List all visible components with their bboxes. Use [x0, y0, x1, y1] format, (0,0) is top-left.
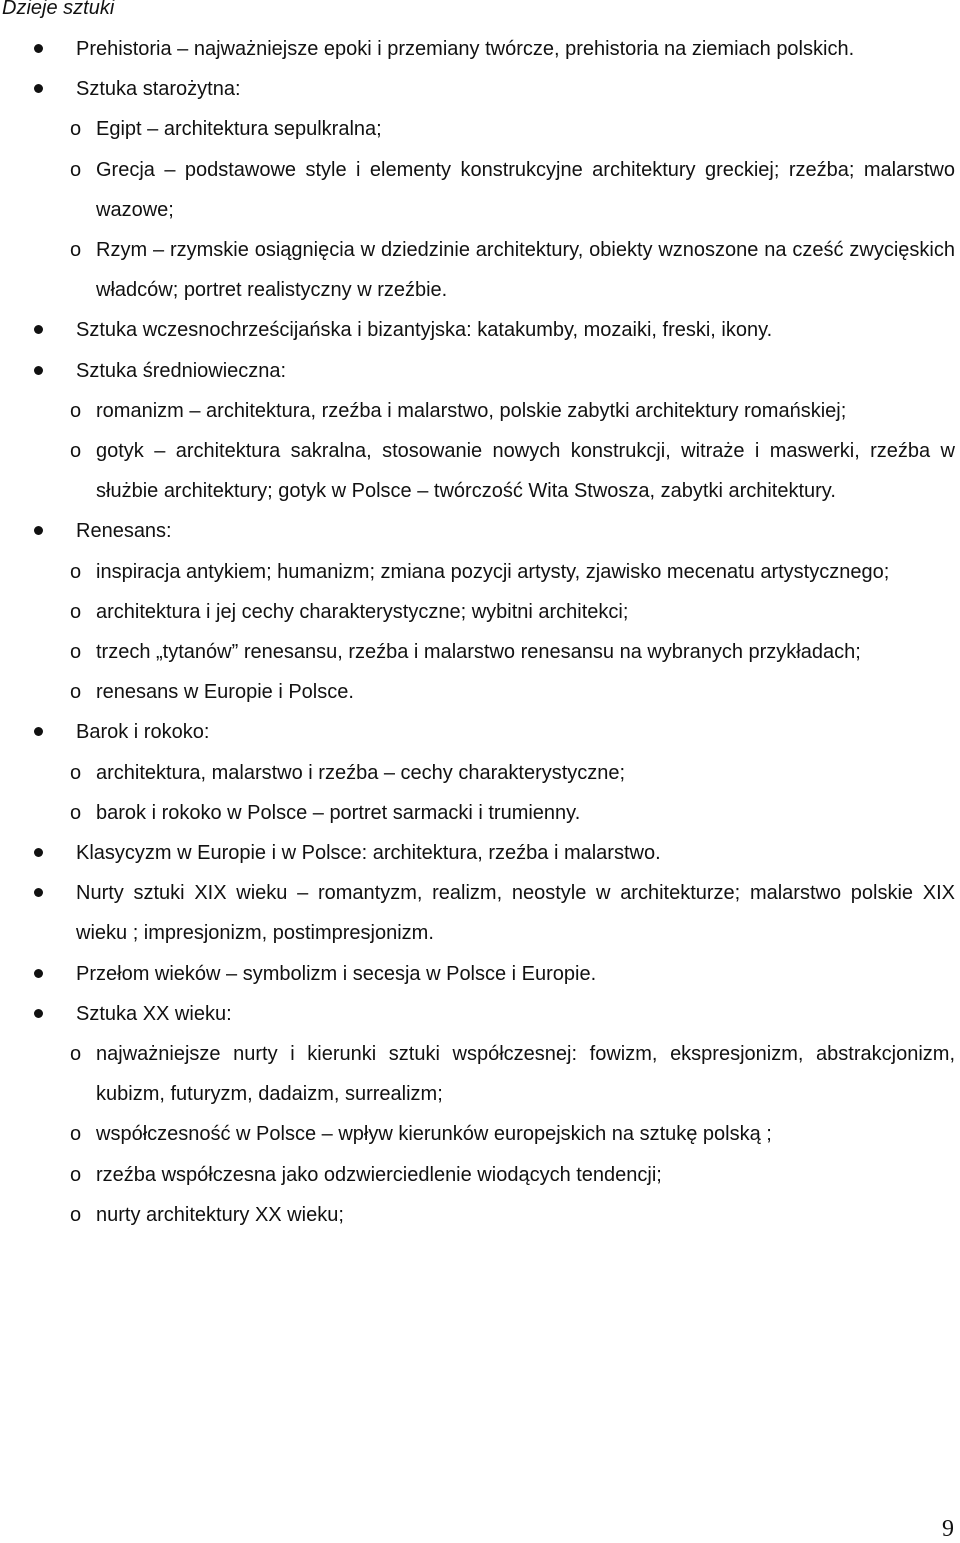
- bullet-item: Klasycyzm w Europie i w Polsce: architektura, rzeźba i malarstwo.: [0, 833, 955, 873]
- bullet-item: Sztuka wczesnochrześcijańska i bizantyjska: katakumby, mozaiki, freski, ikony.: [0, 310, 955, 350]
- bullet-item: Sztuka średniowieczna:: [0, 351, 955, 391]
- sub-item: o architektura i jej cechy charakterystyczne; wybitni architekci;: [0, 592, 955, 632]
- sub-item: o romanizm – architektura, rzeźba i malarstwo, polskie zabytki architektury romańskiej;: [0, 391, 955, 431]
- sub-item: o nurty architektury XX wieku;: [0, 1195, 955, 1235]
- sub-item: o Rzym – rzymskie osiągnięcia w dziedzinie architektury, obiekty wznoszone na cześć zwycięskich władców; portret realistyczny w rzeźbie.: [0, 230, 955, 310]
- bullet-item: Barok i rokoko:: [0, 712, 955, 752]
- document-title: Dzieje sztuki: [2, 0, 115, 19]
- sub-item: o inspiracja antykiem; humanizm; zmiana pozycji artysty, zjawisko mecenatu artystycznego;: [0, 552, 955, 592]
- sub-item: o najważniejsze nurty i kierunki sztuki współczesnej: fowizm, ekspresjonizm, abstrakcjonizm, kubizm, futuryzm, dadaizm, surrealizm;: [0, 1034, 955, 1114]
- bullet-item: Przełom wieków – symbolizm i secesja w Polsce i Europie.: [0, 954, 955, 994]
- sub-item: o Egipt – architektura sepulkralna;: [0, 109, 955, 149]
- bullet-item: Prehistoria – najważniejsze epoki i przemiany twórcze, prehistoria na ziemiach polskich.: [0, 29, 955, 69]
- bullet-item: Nurty sztuki XIX wieku – romantyzm, realizm, neostyle w architekturze; malarstwo polskie XIX wieku ; impresjonizm, postimpresjonizm.: [0, 873, 955, 953]
- sub-item: o barok i rokoko w Polsce – portret sarmacki i trumienny.: [0, 793, 955, 833]
- sub-item: o renesans w Europie i Polsce.: [0, 672, 955, 712]
- bullet-item: Sztuka starożytna:: [0, 69, 955, 109]
- sub-item: o architektura, malarstwo i rzeźba – cechy charakterystyczne;: [0, 753, 955, 793]
- sub-item: o gotyk – architektura sakralna, stosowanie nowych konstrukcji, witraże i maswerki, rzeźba w służbie architektury; gotyk w Polsce – twórczość Wita Stwosza, zabytki architektury.: [0, 431, 955, 511]
- sub-item: o trzech „tytanów” renesansu, rzeźba i malarstwo renesansu na wybranych przykładach;: [0, 632, 955, 672]
- bullet-item: Sztuka XX wieku:: [0, 994, 955, 1034]
- bullet-item: Renesans:: [0, 511, 955, 551]
- sub-item: o rzeźba współczesna jako odzwierciedlenie wiodących tendencji;: [0, 1155, 955, 1195]
- outline-list: [0, 29, 955, 1235]
- sub-item: o współczesność w Polsce – wpływ kierunków europejskich na sztukę polską ;: [0, 1114, 955, 1154]
- page-number: 9: [942, 1516, 954, 1542]
- sub-item: o Grecja – podstawowe style i elementy konstrukcyjne architektury greckiej; rzeźba; malarstwo wazowe;: [0, 150, 955, 230]
